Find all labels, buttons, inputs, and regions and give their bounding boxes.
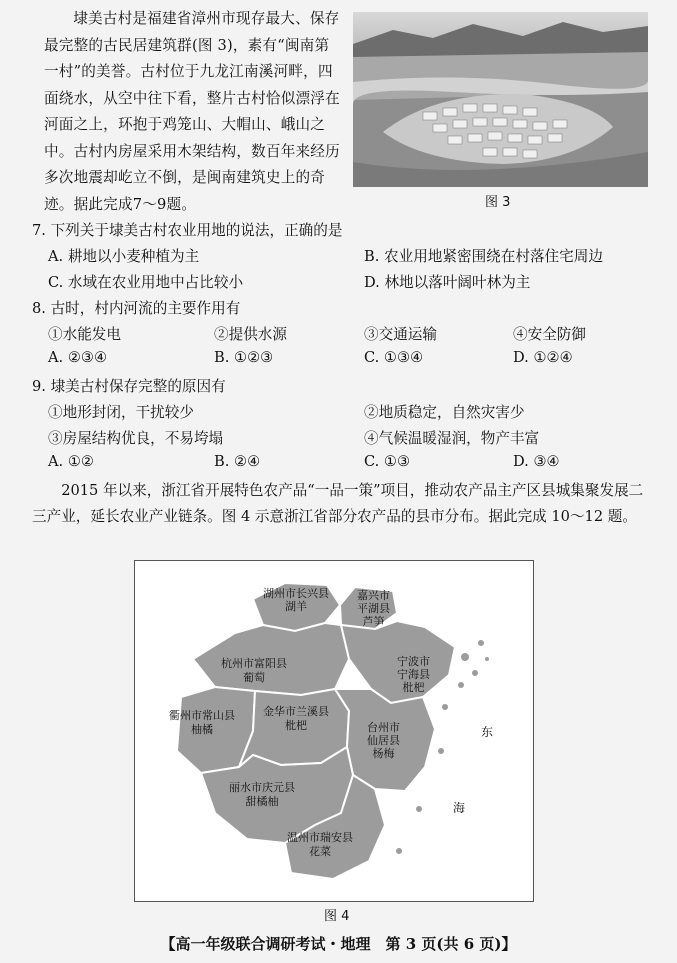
label-taizhou-city: 台州市 — [367, 721, 400, 734]
label-taizhou-county: 仙居县 — [367, 734, 400, 747]
label-taizhou-product: 杨梅 — [372, 747, 395, 760]
q9-item-3: ③房屋结构优良，不易垮塌 — [48, 430, 224, 447]
label-jiaxing-county: 平湖县 — [357, 602, 390, 615]
question-8-stem: 8. 古时，村内河流的主要作用有 — [32, 300, 241, 317]
page-footer: 【高一年级联合调研考试・地理 第 3 页(共 6 页)】 — [160, 935, 517, 953]
q7-option-a: A. 耕地以小麦种植为主 — [48, 248, 200, 265]
label-taizhou — [367, 721, 400, 760]
sea-label-hai: 海 — [453, 801, 466, 815]
label-lishui-county: 丽水市庆元县 — [229, 781, 295, 794]
paragraph-10-12-text: 2015 年以来，浙江省开展特色农产品“一品一策”项目，推动农产品主产区县城集聚发展二三产业，延长农业产业链条。图 4 示意浙江省部分农产品的县市分布。据此完成 10～12 题。 — [32, 482, 644, 525]
label-jinhua-county: 金华市兰溪县 — [263, 705, 329, 718]
label-jiaxing-product: 芦笋 — [362, 615, 385, 628]
label-lishui-product: 甜橘柚 — [245, 795, 279, 808]
q8-option-a: A. ②③④ — [48, 349, 108, 366]
q7-option-b: B. 农业用地紧密围绕在村落住宅周边 — [364, 248, 603, 265]
q9-option-a: A. ①② — [48, 453, 94, 470]
q9-option-c: C. ①③ — [364, 453, 411, 470]
label-wenzhou — [287, 831, 353, 859]
label-jinhua — [263, 705, 329, 733]
label-jiaxing — [357, 589, 390, 628]
figure-4-caption: 图 4 — [324, 909, 350, 924]
paragraph-10-12 — [32, 478, 647, 530]
label-hangzhou-county: 杭州市富阳县 — [221, 657, 287, 670]
label-ningbo-county: 宁海县 — [397, 668, 430, 681]
q7-option-d: D. 林地以落叶阔叶林为主 — [364, 274, 531, 291]
q8-item-1: ①水能发电 — [48, 326, 121, 343]
label-quzhou-product: 柚橘 — [191, 723, 213, 736]
intro-paragraph — [44, 6, 344, 218]
q8-option-d: D. ①②④ — [513, 349, 573, 366]
label-huzhou-county: 湖州市长兴县 — [263, 587, 329, 600]
q9-option-d: D. ③④ — [513, 453, 560, 470]
q9-item-1: ①地形封闭，干扰较少 — [48, 404, 194, 421]
question-7-stem: 7. 下列关于埭美古村农业用地的说法，正确的是 — [32, 222, 343, 239]
q9-option-b: B. ②④ — [214, 453, 261, 470]
q9-item-2: ②地质稳定，自然灾害少 — [364, 404, 525, 421]
figure-3-caption: 图 3 — [485, 195, 511, 210]
label-quzhou — [169, 709, 235, 737]
label-hangzhou-product: 葡萄 — [243, 671, 265, 684]
label-huzhou-product: 湖羊 — [285, 600, 307, 613]
label-quzhou-county: 衢州市常山县 — [169, 709, 235, 722]
q7-option-c: C. 水域在农业用地中占比较小 — [48, 274, 244, 291]
label-lishui — [229, 781, 295, 809]
q9-item-4: ④气候温暖湿润，物产丰富 — [364, 430, 540, 447]
label-wenzhou-product: 花菜 — [309, 845, 331, 858]
label-hangzhou — [221, 657, 287, 685]
q8-item-2: ②提供水源 — [214, 326, 287, 343]
label-ningbo-product: 枇杷 — [402, 681, 425, 694]
q8-item-3: ③交通运输 — [364, 326, 437, 343]
figure-4-map — [134, 560, 534, 902]
label-ningbo — [397, 655, 430, 694]
q8-option-c: C. ①③④ — [364, 349, 424, 366]
label-jiaxing-city: 嘉兴市 — [357, 589, 390, 602]
label-jinhua-product: 枇杷 — [285, 719, 307, 732]
label-ningbo-city: 宁波市 — [397, 655, 430, 668]
question-9-stem: 9. 埭美古村保存完整的原因有 — [32, 378, 226, 395]
label-huzhou — [263, 587, 329, 613]
intro-text: 埭美古村是福建省漳州市现存最大、保存最完整的古民居建筑群(图 3)，素有“闽南第一村”的美誉。古村位于九龙江南溪河畔，四面绕水，从空中往下看，整片古村恰似漂浮在河面之上，环抱于鸡笼山、大帽山、峨山之中。古村内房屋采用木架结构，数百年来经历多次地震却屹立不倒，是闽南建筑史上的奇迹。据此完成7～9题。 — [44, 10, 340, 213]
sea-label-dong: 东 — [481, 725, 494, 739]
label-wenzhou-county: 温州市瑞安县 — [287, 831, 353, 844]
q8-option-b: B. ①②③ — [214, 349, 274, 366]
figure-3-photo — [353, 12, 648, 187]
q8-item-4: ④安全防御 — [513, 326, 586, 343]
